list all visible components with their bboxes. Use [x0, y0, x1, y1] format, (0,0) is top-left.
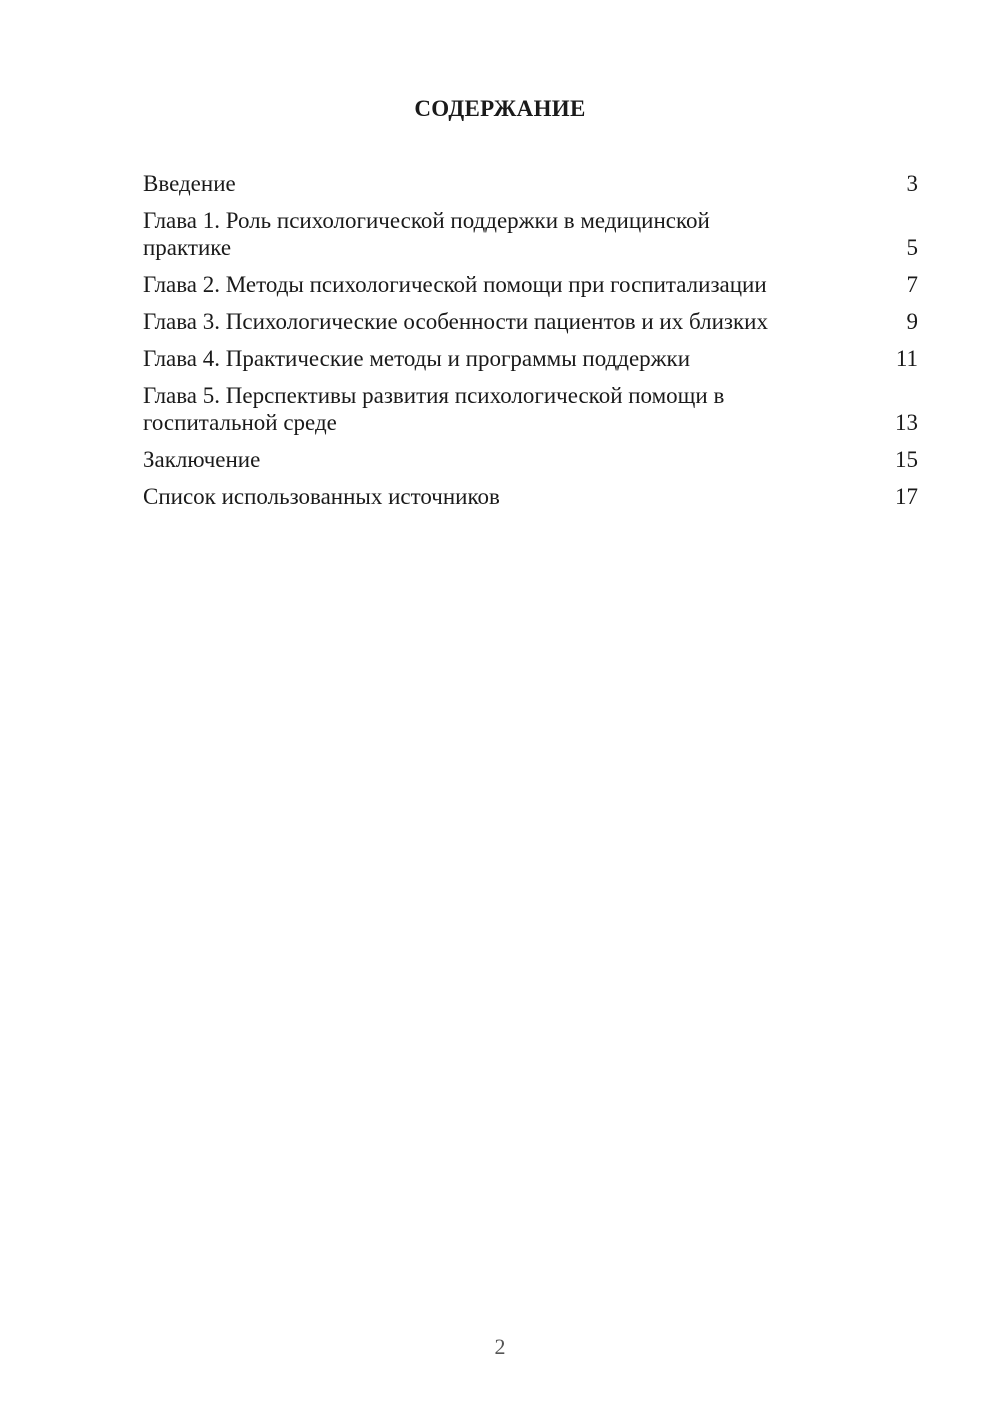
- toc-entry-chapter-2: [143, 271, 918, 298]
- toc-entry-chapter-4: [143, 345, 918, 372]
- toc-entry-page: 3: [906, 171, 918, 196]
- toc-entry-text: Глава 2. Методы психологической помощи при госпитализации: [143, 272, 767, 297]
- toc-entry-introduction: [143, 170, 918, 197]
- toc-entry-text: Глава 4. Практические методы и программы поддержки: [143, 346, 691, 371]
- toc-entry-page: 11: [895, 346, 918, 371]
- toc-entry-text: Глава 5. Перспективы развития психологической помощи в госпитальной среде: [143, 383, 725, 435]
- toc-entry-text: Список использованных источников: [143, 484, 500, 509]
- toc-entry-chapter-1: [143, 207, 918, 261]
- table-of-contents: [143, 170, 918, 520]
- toc-entry-conclusion: [143, 446, 918, 473]
- toc-entry-page: 13: [895, 410, 918, 435]
- toc-entry-page: 7: [906, 272, 918, 297]
- toc-entry-chapter-5: [143, 382, 918, 436]
- toc-entry-page: 15: [895, 447, 918, 472]
- toc-entry-text: Заключение: [143, 447, 261, 472]
- toc-entry-page: 5: [906, 235, 918, 260]
- toc-entry-page: 17: [895, 484, 918, 509]
- toc-entry-text: Глава 3. Психологические особенности пациентов и их близких: [143, 309, 768, 334]
- toc-entry-chapter-3: [143, 308, 918, 335]
- page-number: 2: [494, 1334, 506, 1359]
- toc-entry-page: 9: [906, 309, 918, 334]
- toc-entry-text: Введение: [143, 171, 236, 196]
- toc-entry-references: [143, 483, 918, 510]
- toc-entry-text: Глава 1. Роль психологической поддержки в медицинской практике: [143, 208, 710, 260]
- page-title: СОДЕРЖАНИЕ: [414, 96, 586, 121]
